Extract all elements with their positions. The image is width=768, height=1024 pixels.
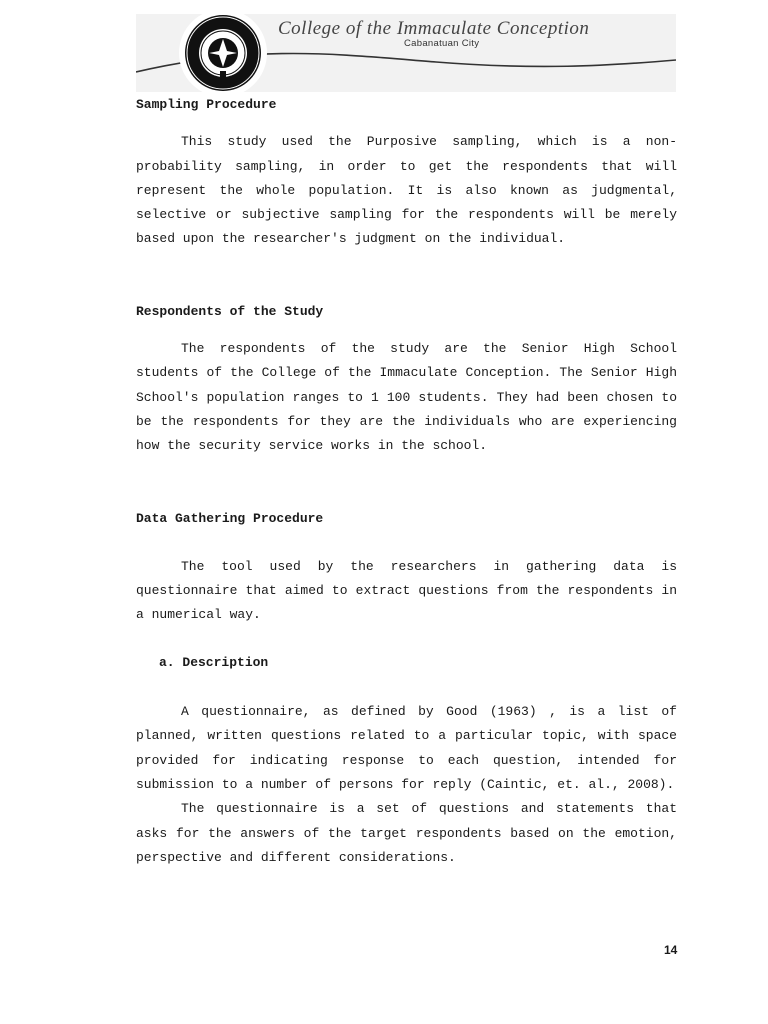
description-subheading: a. Description bbox=[159, 654, 269, 670]
respondents-heading: Respondents of the Study bbox=[136, 303, 324, 319]
spacer bbox=[136, 675, 677, 700]
college-seal-icon bbox=[179, 14, 267, 92]
page-number: 14 bbox=[664, 943, 678, 957]
spacer bbox=[136, 628, 677, 651]
data-gathering-paragraph: The tool used by the researchers in gathering data is questionnaire that aimed to extract questions from the respondents in a numerical way. bbox=[136, 558, 677, 623]
college-city: Cabanatuan City bbox=[404, 38, 480, 49]
description-paragraph-2: The questionnaire is a set of questions and statements that asks for the answers of the target respondents based on the emotion, perspective and different considerations. bbox=[136, 801, 677, 865]
spacer bbox=[136, 117, 677, 130]
sampling-paragraph: This study used the Purposive sampling, which is a non-probability sampling, in order to get the respondents that will represent the whole population. It is also known as judgmental, selective or subjective sampling for the respondents will be merely based upon the researcher's judgment on the individual. bbox=[136, 134, 677, 247]
spacer bbox=[136, 531, 677, 555]
description-paragraph-1: A questionnaire, as defined by Good (1963) , is a list of planned, written questions related to a particular topic, with space provided for indicating response to each question, intended for submission to a number of persons for reply (Caintic, et. al., 2008). bbox=[136, 704, 677, 792]
spacer bbox=[136, 459, 677, 507]
spacer bbox=[136, 252, 677, 300]
document-body bbox=[136, 93, 677, 870]
respondents-paragraph: The respondents of the study are the Senior High School students of the College of the Immaculate Conception. The Senior High School's population ranges to 1 100 students. They had been chosen to be the respondents for they are the individuals who are experiencing how the security service works in the school. bbox=[136, 341, 677, 454]
sampling-heading: Sampling Procedure bbox=[136, 97, 277, 112]
college-name: College of the Immaculate Conception bbox=[278, 18, 590, 39]
letterhead bbox=[136, 14, 676, 92]
data-gathering-heading: Data Gathering Procedure bbox=[136, 510, 324, 526]
spacer bbox=[136, 324, 677, 337]
